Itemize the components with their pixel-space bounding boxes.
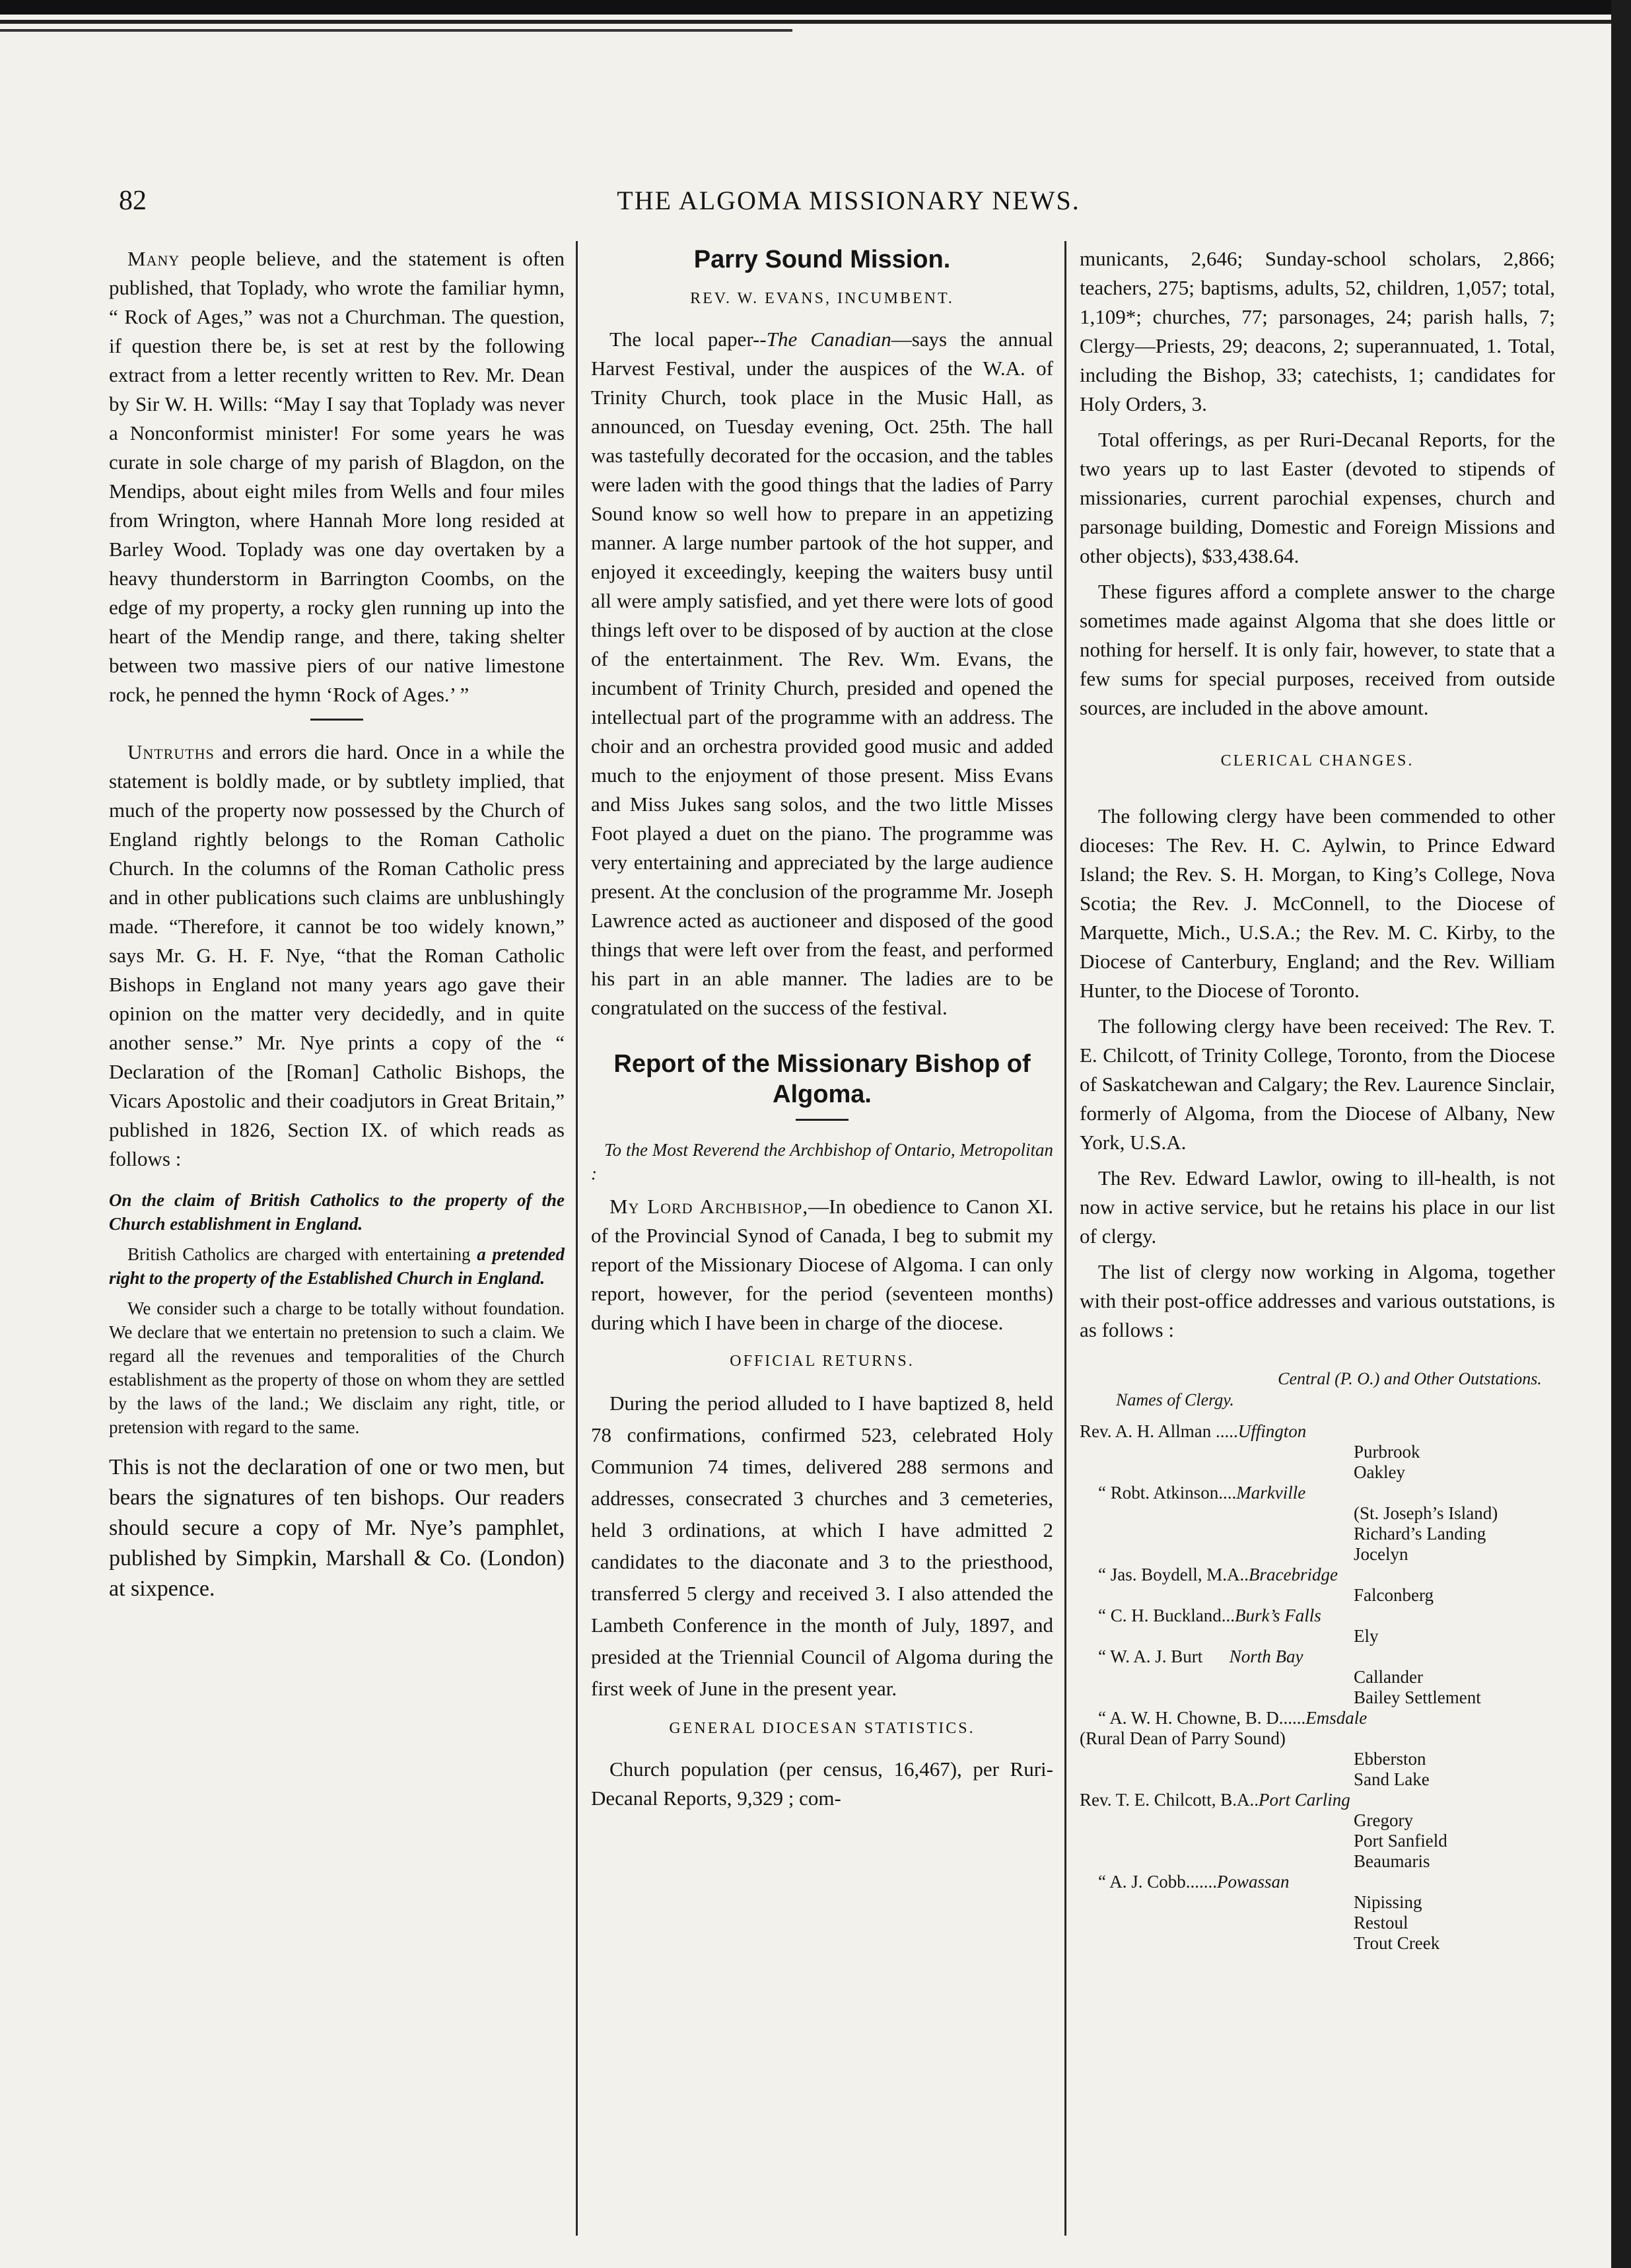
column-divider: [576, 241, 578, 2236]
journal-title: THE ALGOMA MISSIONARY NEWS.: [617, 186, 1080, 215]
table-row: “ C. H. Buckland...Burk’s Falls Ely: [1098, 1606, 1379, 1646]
table-row: “ A. J. Cobb.......Powassan Nipissing Restoul Trout Creek: [1098, 1872, 1440, 1953]
declaration-text: British Catholics are charged with entertaining a pretended right to the property of the Established Church in England.: [109, 1244, 565, 1288]
harvest-festival-paragraph: The local paper--The Canadian—says the annual Harvest Festival, under the auspices of the W.A. of Trinity Church, took place in the Music Hall, as announced, on Tuesday evening, Oct. 25th. The hall was tastefully decorated for the occasion, and the tables were laden with the good things that the ladies of Parry Sound know so well how to prepare in an appetizing manner. A large number partook of the hot supper, and enjoyed it exceedingly, keeping the waiters busy until all were amply satisfied, and yet there were lots of good things left over to be disposed of by auction at the close of the entertainment. The Rev. Wm. Evans, the incumbent of Trinity Church, presided and opened the intellectual part of the programme with an address. The choir and an orchestra provided good music and added much to the enjoyment of those present. Miss Evans and Miss Jukes sang solos, and the two little Misses Foot played a duet on the piano. The programme was very entertaining and appreciated by the large audience present. At the conclusion of the programme Mr. Joseph Lawrence acted as auctioneer and disposed of the good things that were left over from the feast, and performed his part in an able manner. The ladies are to be congratulated on the success of the festival.: [591, 328, 1054, 1019]
table-row: “ Robt. Atkinson....Markville (St. Joseph’s Island) Richard’s Landing Jocelyn: [1098, 1483, 1498, 1564]
page-binding-edge: [1611, 0, 1631, 2268]
official-returns-paragraph: During the period alluded to I have baptized 8, held 78 confirmations, confirmed 523, celebrated Holy Communion 74 times, delivered 288 sermons and addresses, consecrated 3 churches and 3 cemeteries, held 3 ordinations, at which I have admitted 2 candidates to the diaconate and 3 to the priesthood, transferred 5 clergy and received 3. I also attended the Lambeth Conference in the month of July, 1897, and presided at the Triennial Council of Algoma during the first week of June in the present year.: [591, 1392, 1053, 1700]
clergy-list: [1080, 1421, 1555, 1954]
table-row: “ W. A. J. Burt North Bay Callander Bailey Settlement: [1098, 1647, 1481, 1707]
statistics-paragraph: Church population (per census, 16,467), per Ruri-Decanal Reports, 9,329 ; com-: [591, 1757, 1053, 1810]
table-row: Rev. T. E. Chilcott, B.A..Port Carling Gregory Port Sanfield Beaumaris: [1080, 1790, 1447, 1871]
offerings-paragraph: Total offerings, as per Ruri-Decanal Reports, for the two years up to last Easter (devoted to stipends of missionaries, current parochial expenses, church and parsonage building, Domestic and Foreign Missions and other objects), $33,438.64.: [1080, 428, 1555, 567]
section-rule: [310, 719, 363, 721]
lawlor-paragraph: The Rev. Edward Lawlor, owing to ill-health, is not now in active service, but he retains his place in our list of clergy.: [1080, 1166, 1555, 1248]
received-paragraph: The following clergy have been received: The Rev. T. E. Chilcott, of Trinity College, Toronto, from the Diocese of Saskatchewan and Calgary; the Rev. Laurence Sinclair, formerly of Algoma, from the Diocese of Albany, New York, U.S.A.: [1080, 1014, 1555, 1154]
page-header: [79, 185, 1618, 231]
clergy-table-header: [1080, 1368, 1555, 1421]
table-row: “ Jas. Boydell, M.A..Bracebridge Falconberg: [1098, 1565, 1434, 1605]
incumbent-line: REV. W. EVANS, INCUMBENT.: [690, 290, 954, 307]
toplady-paragraph: Many people believe, and the statement is often published, that Toplady, who wrote the familiar hymn, “ Rock of Ages,” was not a Churchman. The question, if question there be, is set at rest by the following extract from a letter recently written to Rev. Mr. Dean by Sir W. H. Wills: “May I say that Toplady was never a Nonconformist minister! For some years he was curate in sole charge of my parish of Blagdon, on the Mendips, about eight miles from Wells and four miles from Wrington, where Hannah More long resided at Barley Wood. Toplady was one day overtaken by a heavy thunderstorm in Barrington Coombs, on the edge of my property, a rocky glen running up into the heart of the Mendip range, and there, taking shelter between two massive piers of our native limestone rock, he penned the hymn ‘Rock of Ages.’ ”: [109, 247, 565, 706]
page-number: 82: [119, 186, 147, 216]
column-3: [1080, 244, 1555, 1954]
official-returns-heading: OFFICIAL RETURNS.: [730, 1353, 915, 1370]
section-rule: [796, 1119, 849, 1121]
column-divider: [1064, 241, 1066, 2236]
bishop-report-heading: Report of the Missionary Bishop of Algoma.: [613, 1050, 1031, 1108]
figures-paragraph: These figures afford a complete answer to the charge sometimes made against Algoma that she does little or nothing for herself. It is only fair, however, to state that a few sums for special purposes, received from outside sources, are included in the above amount.: [1080, 580, 1555, 719]
declaration-text: We consider such a charge to be totally without foundation. We declare that we entertain no pretension to such a claim. We regard all the revenues and temporalities of the Church establishment as the property of those on whom they are settled by the laws of the land.; We disclaim any right, title, or pretension with regard to the same.: [109, 1298, 565, 1437]
top-border-rule: [0, 0, 1631, 46]
table-row: Rev. A. H. Allman .....Uffington Purbrook Oakley: [1080, 1421, 1420, 1482]
clergy-list-intro: The list of clergy now working in Algoma, together with their post-office addresses and various outstations, is as follows :: [1080, 1260, 1555, 1341]
statistics-continued: municants, 2,646; Sunday-school scholars, 2,866; teachers, 275; baptisms, adults, 52, children, 1,057; total, 1,109*; churches, 77; parsonages, 24; parish halls, 7; Clergy—Priests, 29; deacons, 2; superannuated, 1. Total, including the Bishop, 33; catechists, 1; candidates for Holy Orders, 3.: [1080, 247, 1555, 415]
commended-paragraph: The following clergy have been commended to other dioceses: The Rev. H. C. Aylwin, to Prince Edward Island; the Rev. S. H. Morgan, to King’s College, Nova Scotia; the Rev. J. McConnell, to the Diocese of Marquette, Mich., U.S.A.; the Rev. M. C. Kirby, to the Diocese of Canterbury, England; and the Rev. William Hunter, to the Diocese of Toronto.: [1080, 804, 1555, 1002]
report-opening: My Lord Archbishop,—In obedience to Canon XI. of the Provincial Synod of Canada, I beg to submit my report of the Missionary Diocese of Algoma. I can only report, however, for the period (seventeen months) during which I have been in charge of the diocese.: [591, 1195, 1053, 1334]
column-1: [109, 244, 565, 1611]
untruths-paragraph: Untruths and errors die hard. Once in a while the statement is boldly made, or by subtlety implied, that much of the property now possessed by the Church of England rightly belongs to the Roman Catholic Church. In the columns of the Roman Catholic press and in other publications such claims are unblushingly made. “Therefore, it cannot be too widely known,” says Mr. G. H. F. Nye, “that the Roman Catholic Bishops in England not many years ago gave their opinion on the matter very decidedly, and in quite another sense.” Mr. Nye prints a copy of the “ Declaration of the [Roman] Catholic Bishops, the Vicars Apostolic and their coadjutors in Great Britain,” published in 1826, Section IX. of which reads as follows :: [109, 740, 565, 1170]
clerical-changes-heading: CLERICAL CHANGES.: [1220, 752, 1414, 769]
outstations-column-header: Central (P. O.) and Other Outstations.: [1278, 1369, 1542, 1388]
closing-paragraph: This is not the declaration of one or two men, but bears the signatures of ten bishops. Our readers should secure a copy of Mr. Nye’s pamphlet, published by Simpkin, Marshall & Co. (London) at sixpence.: [109, 1455, 565, 1601]
report-address: To the Most Reverend the Archbishop of Ontario, Metropolitan :: [591, 1140, 1053, 1184]
clergy-column-header: Names of Clergy.: [1116, 1390, 1234, 1409]
table-row: “ A. W. H. Chowne, B. D......Emsdale (Rural Dean of Parry Sound) Ebberston Sand Lake: [1080, 1708, 1430, 1789]
parry-sound-heading: Parry Sound Mission.: [693, 246, 951, 273]
declaration-title: On the claim of British Catholics to the property of the Church establishment in England.: [109, 1190, 565, 1234]
column-2: [591, 244, 1053, 1820]
statistics-heading: GENERAL DIOCESAN STATISTICS.: [669, 1720, 975, 1737]
